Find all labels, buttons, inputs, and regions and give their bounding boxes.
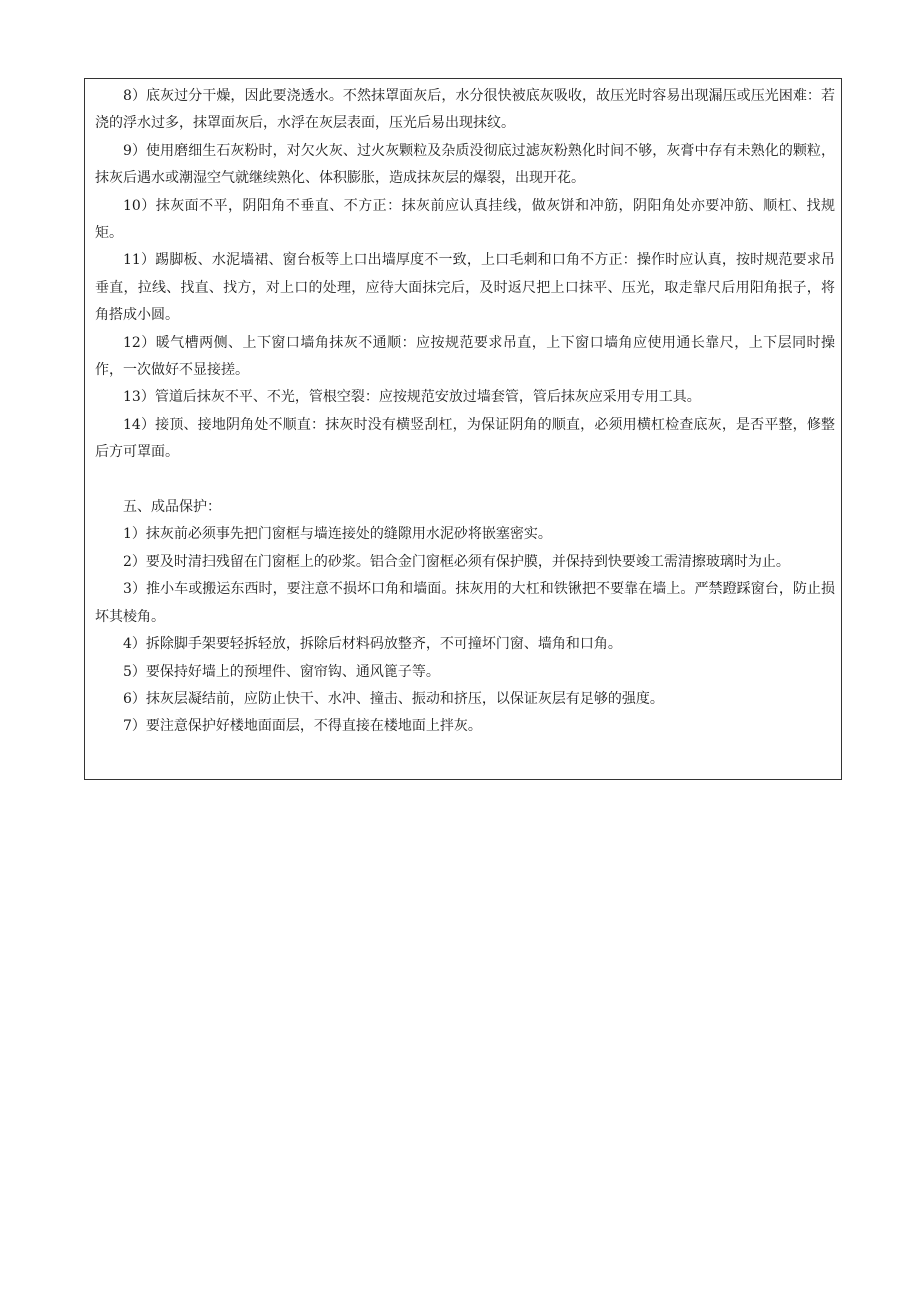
protection-item-2: 2）要及时清扫残留在门窗框上的砂浆。铝合金门窗框必须有保护膜，并保持到快要竣工需清擦玻璃时为止。: [123, 553, 790, 570]
blank-line: [95, 467, 835, 494]
defect-item-13: 13）管道后抹灰不平、不光，管根空裂：应按规范安放过墙套管，管后抹灰应采用专用工具。: [123, 389, 701, 406]
protection-item-1: 1）抹灰前必须事先把门窗框与墙连接处的缝隙用水泥砂将嵌塞密实。: [123, 526, 552, 543]
defect-item-9: 9）使用磨细生石灰粉时，对欠火灰、过火灰颗粒及杂质没彻底过滤灰粉熟化时间不够，灰膏中存有未熟化的颗粒，抹灰后遇水或潮湿空气就继续熟化、体积膨胀，造成抹灰层的爆裂，出现开花。: [95, 142, 835, 187]
protection-item-3: 3）推小车或搬运东西时，要注意不损坏口角和墙面。抹灰用的大杠和铁锹把不要靠在墙上。严禁蹬踩窗台，防止损坏其棱角。: [95, 581, 835, 625]
defect-item-11: 11）踢脚板、水泥墙裙、窗台板等上口出墙厚度不一致，上口毛刺和口角不方正：操作时应认真，按时规范要求吊垂直，拉线、找直、找方，对上口的处理，应待大面抹完后，及时返尺把上口抹平、压光，取走靠尺后用阳角抿子，将角搭成小圆。: [95, 252, 835, 324]
defect-item-10: 10）抹灰面不平，阴阳角不垂直、不方正：抹灰前应认真挂线，做灰饼和冲筋，阴阳角处亦要冲筋、顺杠、找规矩。: [95, 197, 835, 242]
protection-item-7: 7）要注意保护好楼地面面层，不得直接在楼地面上拌灰。: [123, 718, 482, 735]
section-title-protection: 五、成品保护：: [123, 499, 221, 516]
defect-item-8: 8）底灰过分干燥，因此要浇透水。不然抹罩面灰后，水分很快被底灰吸收，故压光时容易出现漏压或压光困难：若浇的浮水过多，抹罩面灰后，水浮在灰层表面，压光后易出现抹纹。: [95, 88, 835, 132]
document-table-cell: [84, 78, 842, 780]
protection-item-4: 4）拆除脚手架要轻拆轻放，拆除后材料码放整齐，不可撞坏门窗、墙角和口角。: [123, 636, 622, 653]
protection-item-5: 5）要保持好墙上的预埋件、窗帘钩、通风篦子等。: [123, 663, 440, 680]
protection-item-6: 6）抹灰层凝结前，应防止快干、水冲、撞击、振动和挤压，以保证灰层有足够的强度。: [123, 690, 664, 707]
defect-item-14: 14）接顶、接地阴角处不顺直：抹灰时没有横竖刮杠，为保证阴角的顺直，必须用横杠检查底灰，是否平整，修整后方可罩面。: [95, 416, 835, 461]
defect-item-12: 12）暖气槽两侧、上下窗口墙角抹灰不通顺：应按规范要求吊直，上下窗口墙角应使用通长靠尺，上下层同时操作，一次做好不显接搓。: [95, 334, 835, 379]
